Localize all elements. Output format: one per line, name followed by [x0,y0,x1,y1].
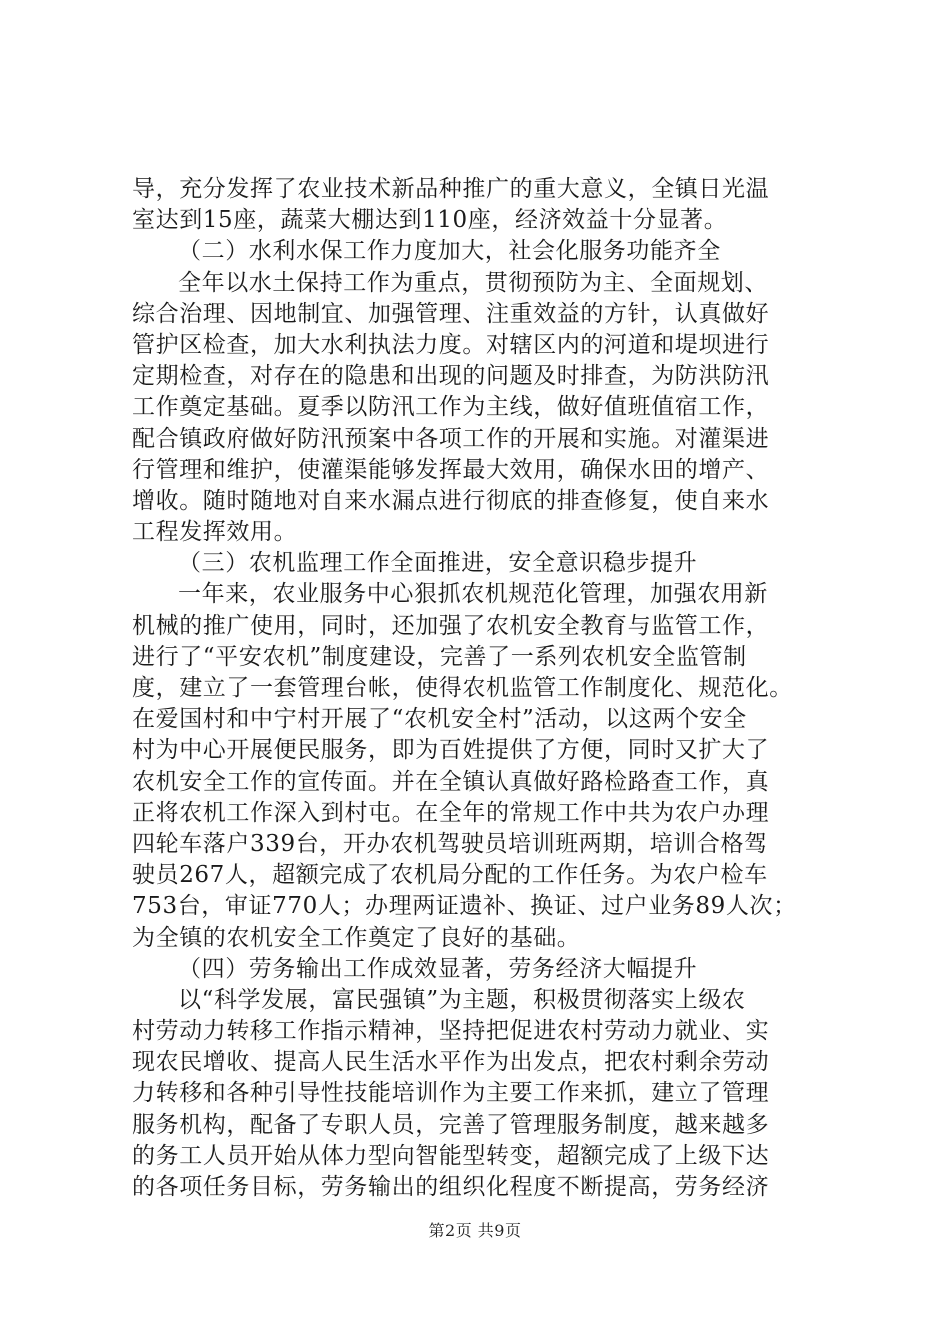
text-line: 度，建立了一套管理台帐，使得农机监管工作制度化、规范化。 [132,675,793,701]
text-line: 正将农机工作深入到村屯。在全年的常规工作中共为农户办理 [132,799,770,826]
section-heading: （二）水利水保工作力度加大，社会化服务功能齐全 [178,238,721,265]
text-line: 行管理和维护，使灌渠能够发挥最大效用，确保水田的增产、 [132,456,770,483]
text-line: 四轮车落户339台，开办农机驾驶员培训班两期，培训合格驾 [132,830,768,857]
body-text [132,174,852,1203]
text-line: 村为中心开展便民服务，即为百姓提供了方便，同时又扩大了 [132,737,770,764]
text-line: 驶员267人，超额完成了农机局分配的工作任务。为农户检车 [132,862,768,889]
page-footer: 第2页 共9页 [428,1221,522,1240]
text-line: 导，充分发挥了农业技术新品种推广的重大意义，全镇日光温 [132,176,770,202]
text-line: 进行了“平安农机”制度建设，完善了一系列农机安全监管制 [132,643,747,670]
paragraph-start: 以“科学发展，富民强镇”为主题，积极贯彻落实上级农 [178,986,746,1013]
text-line: 定期检查，对存在的隐患和出现的问题及时排查，为防洪防汛 [132,363,770,390]
text-line: 工作奠定基础。夏季以防汛工作为主线，做好值班值宿工作， [132,394,770,421]
text-line: 力转移和各种引导性技能培训作为主要工作来抓，建立了管理 [132,1080,770,1107]
text-line: 现农民增收、提高人民生活水平作为出发点，把农村剩余劳动 [132,1049,770,1076]
text-line: 配合镇政府做好防汛预案中各项工作的开展和实施。对灌渠进 [132,425,770,452]
text-line: 的务工人员开始从体力型向智能型转变，超额完成了上级下达 [132,1142,770,1169]
text-line: 室达到15座，蔬菜大棚达到110座，经济效益十分显著。 [132,207,728,234]
text-line: 综合治理、因地制宜、加强管理、注重效益的方针，认真做好 [132,300,770,327]
text-line: 增收。随时随地对自来水漏点进行彻底的排查修复，使自来水 [132,487,770,514]
text-line: 服务机构，配备了专职人员，完善了管理服务制度，越来越多 [132,1111,770,1138]
text-line: 为全镇的农机安全工作奠定了良好的基础。 [132,924,581,951]
text-line: 管护区检查，加大水利执法力度。对辖区内的河道和堤坝进行 [132,331,770,358]
text-line: 机械的推广使用，同时，还加强了农机安全教育与监管工作， [132,612,770,639]
paragraph-start: 一年来，农业服务中心狠抓农机规范化管理，加强农用新 [178,581,768,608]
text-line: 农机安全工作的宣传面。并在全镇认真做好路检路查工作，真 [132,768,770,795]
section-heading: （三）农机监理工作全面推进，安全意识稳步提升 [178,550,698,577]
section-heading: （四）劳务输出工作成效显著，劳务经济大幅提升 [178,955,698,982]
paragraph-start: 全年以水土保持工作为重点，贯彻预防为主、全面规划、 [178,269,768,296]
text-line: 753台，审证770人；办理两证遗补、换证、过户业务89人次； [132,893,797,920]
text-line: 在爱国村和中宁村开展了“农机安全村”活动，以这两个安全 [132,706,747,733]
text-line: 村劳动力转移工作指示精神，坚持把促进农村劳动力就业、实 [132,1018,770,1045]
text-line: 的各项任务目标，劳务输出的组织化程度不断提高，劳务经济 [132,1174,770,1200]
text-line: 工程发挥效用。 [132,519,298,546]
